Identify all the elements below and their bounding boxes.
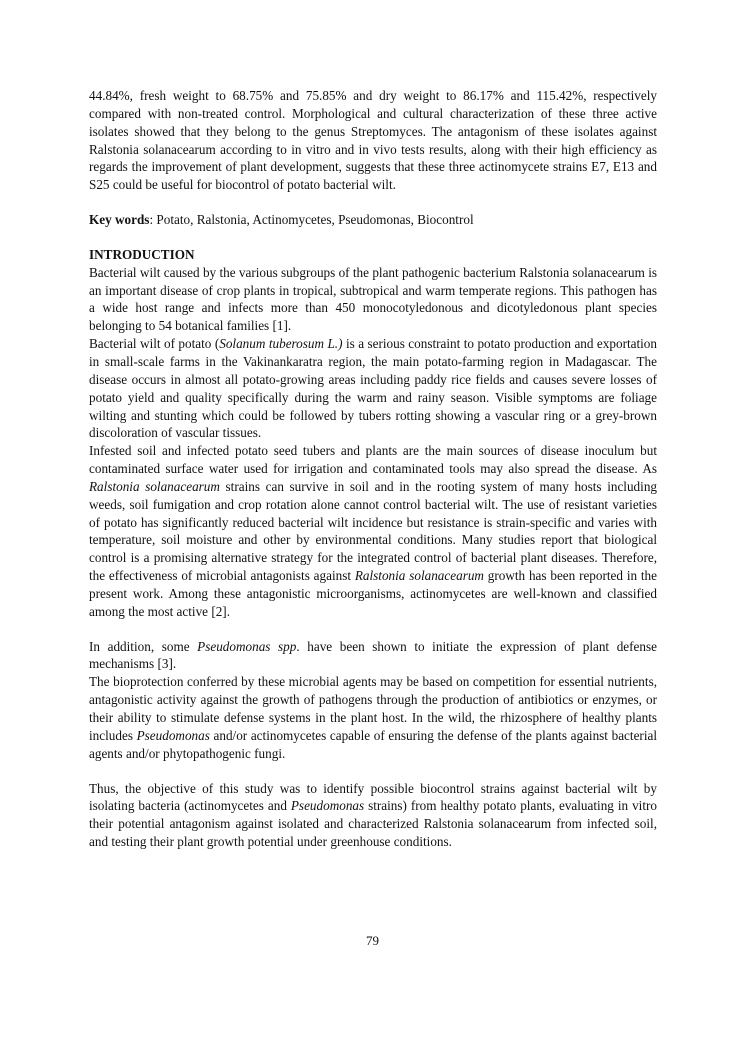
page-body [89,87,657,851]
keywords-text: : Potato, Ralstonia, Actinomycetes, Pseudomonas, Biocontrol [149,212,474,228]
spacer [89,763,657,780]
text-run: is a serious constraint to potato production and exportation in small-scale farms in the Vakinankaratra region, the main potato-farming region in Madagascar. The disease occurs in almost all potato-growing areas including paddy rice fields and causes severe losses of potato yield and quality specifically during the warm and rainy season. Visible symptoms are foliage wilting and stunting which could be followed by tubers rotting showing a vascular ring or a grey-brown discoloration of vascular tissues. [89,336,657,441]
text-run: . have been shown to initiate the expression of plant defense mechanisms [3]. [89,638,657,672]
italic-species-name: Pseudomonas spp [197,638,297,654]
section-heading: INTRODUCTION [89,246,195,262]
text-run: In addition, some [89,638,198,654]
intro-paragraph-1: Bacterial wilt caused by the various subgroups of the plant pathogenic bacterium Ralstonia solanacearum is an important disease of crop plants in tropical, subtropical and warm temperate regions. This pathogen has a wide host range and infects more than 450 monocotyledonous and dicotyledonous plant species belonging to 54 botanical families [1]. [89,264,657,334]
text-run: growth has been reported in the present work. Among these antagonistic microorganisms, actinomycetes are well-known and classified among the most active [2]. [89,568,658,619]
page-number: 79 [366,933,379,948]
italic-species-name: Ralstonia solanacearum [89,478,220,494]
intro-paragraph-4 [89,638,657,674]
italic-species-name: Pseudomonas [136,727,210,743]
italic-species-name: Solanum tuberosum L.) [219,336,343,352]
text-run: strains can survive in soil and in the rooting system of many hosts including weeds, soil fumigation and crop rotation alone cannot control bacterial wilt. The use of resistant varieties of potato has significantly reduced bacterial wilt incidence but resistance is strain-specific and varies with temperature, soil moisture and other by environmental conditions. Many studies report that biological control is a promising alternative strategy for the integrated control of bacterial plant diseases. Therefore, the effectiveness of microbial antagonists against [89,478,658,584]
keywords-label: Key words [89,212,150,228]
keywords-line [89,211,657,229]
text-run: The bioprotection conferred by these microbial agents may be based on competition for essential nutrients, antagonistic activity against the growth of pathogens through the production of antibiotics or enzymes, or their ability to stimulate defense systems in the plant host. In the wild, the rhizosphere of healthy plants includes [89,674,657,743]
spacer [89,229,657,246]
intro-paragraph-6 [89,780,657,851]
spacer [89,194,657,211]
italic-species-name: Ralstonia solanacearum [354,568,484,584]
abstract-tail-paragraph: 44.84%, fresh weight to 68.75% and 75.85% and dry weight to 86.17% and 115.42%, respectively compared with non-treated control. Morphological and cultural characterization of these three active isolates showed that they belong to the genus Streptomyces. The antagonism of these isolates against Ralstonia solanacearum according to in vitro and in vivo tests results, along with their high efficiency as regards the improvement of plant development, suggests that these three actinomycete strains E7, E13 and S25 could be useful for biocontrol of potato bacterial wilt. [89,88,657,193]
intro-paragraph-2 [89,335,657,442]
text-run: strains) from healthy potato plants, evaluating in vitro their potential antagonism against isolated and characterized Ralstonia solanacearum from infected soil, and testing their plant growth potential under greenhouse conditions. [89,798,657,850]
spacer [89,621,657,638]
text-run: and/or actinomycetes capable of ensuring the defense of the plants against bacterial agents and/or phytopathogenic fungi. [89,727,657,761]
text-run: Bacterial wilt of potato ( [89,336,220,352]
text-run: Thus, the objective of this study was to identify possible biocontrol strains against bacterial wilt by isolating bacteria (actinomycetes and [89,780,657,814]
italic-species-name: Pseudomonas [290,798,365,814]
intro-paragraph-3 [89,442,657,620]
intro-paragraph-5 [89,673,657,762]
text-run: Infested soil and infected potato seed tubers and plants are the main sources of disease inoculum but contaminated surface water used for irrigation and contaminated tools may also spread the disease. As [89,443,657,477]
